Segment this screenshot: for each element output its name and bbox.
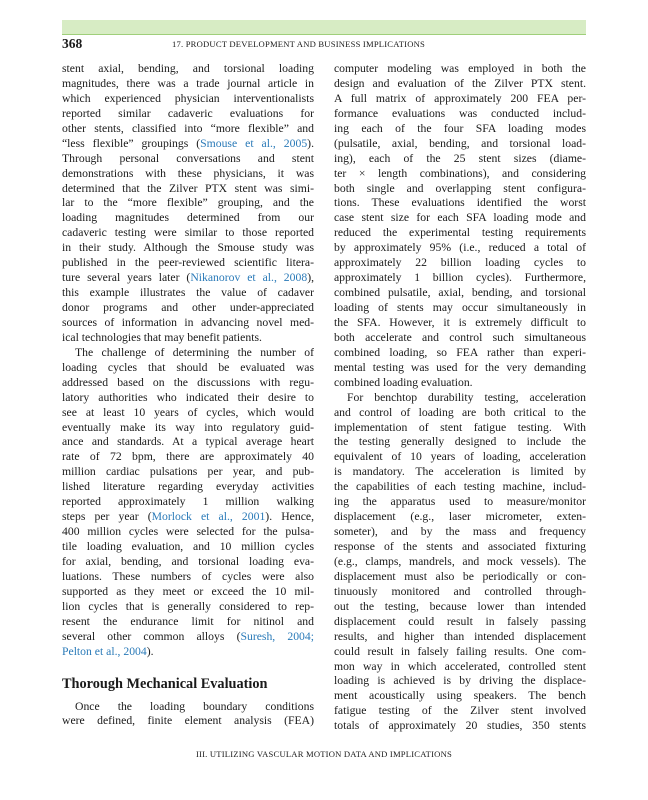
text-segment: ter × length combinations), and considering [334,166,586,180]
text-line [62,361,314,376]
citation-link[interactable]: Morlock et al., 2001 [151,510,266,524]
text-segment: fatigue testing of the Zilver stent involved [334,704,586,718]
text-line [62,182,314,197]
footer-section-title: III. UTILIZING VASCULAR MOTION DATA AND IMPLICATIONS [196,749,452,759]
text-segment: totals of approximately 20 studies, 350 stents [334,719,586,733]
text-line [334,525,586,540]
text-segment: combined pulsatile, axial, bending, and torsional [334,286,586,300]
text-line [62,435,314,450]
text-line [62,510,314,525]
text-line [334,480,586,495]
text-segment: the testing generally designed to include the [334,435,586,449]
text-line [334,152,586,167]
text-line [62,226,314,241]
text-line [334,570,586,585]
text-line [62,525,314,540]
text-line [62,152,314,167]
text-segment: magnitudes, there was a trade journal article in [62,76,314,90]
text-segment: several other common alloys ( [62,629,241,643]
text-line [334,331,586,346]
text-segment: donor programs and other under-appreciated [62,301,314,314]
text-segment: results, and higher than intended displacement [334,629,586,643]
text-line [62,615,314,630]
text-segment: see at least 10 years of cycles, which would [62,405,314,419]
text-line [334,450,586,465]
text-line [334,137,586,152]
text-line [62,122,314,137]
text-line [62,495,314,510]
text-segment: design and evaluation of the Zilver PTX stent. [334,76,586,90]
text-segment: million cardiac pulsations per year, and pub- [62,465,314,479]
text-segment: displacement must also be periodically or con- [334,569,586,583]
citation-link[interactable]: Nikanorov et al., 2008 [190,271,308,285]
text-segment: ment acoustically using speakers. The bench [334,689,586,703]
text-segment: computer modeling was employed in both the [334,62,586,75]
text-line [334,660,586,675]
text-segment: stent axial, bending, and torsional loading [62,62,314,75]
text-line [62,376,314,391]
text-segment: the capabilities of each testing machine, includ- [334,480,586,494]
text-segment: (e.g., clamps, mandrels, and mock vessels). The [334,554,586,568]
text-line [334,196,586,211]
text-line [62,585,314,600]
text-segment: ). [307,136,314,150]
text-line [62,406,314,421]
text-line [334,182,586,197]
text-line [334,211,586,226]
text-line [62,346,314,361]
text-segment: 400 million cycles were selected for the pulsa- [62,525,314,539]
running-head: 17. PRODUCT DEVELOPMENT AND BUSINESS IMPLICATIONS [172,39,425,49]
text-segment: tions. These evaluations identified the worst [334,196,586,210]
text-segment: out the testing, because lower than intended [334,599,586,613]
text-segment: mental testing was used for the very demanding [334,360,586,374]
text-segment: loading magnitudes determined from our [62,211,314,225]
text-line [62,196,314,211]
text-segment: steps per year ( [62,510,152,524]
text-segment: tinuously monitored and controlled through- [334,584,586,598]
text-line [62,555,314,570]
text-line [334,271,586,286]
text-segment: implementation of stent fatigue testing. With [334,420,586,434]
text-line [334,316,586,331]
citation-link[interactable]: Suresh, 2004; [240,629,314,643]
text-line [334,226,586,241]
text-segment: ing each of the four SFA loading modes [334,121,586,135]
text-line [62,167,314,182]
text-line [334,495,586,510]
text-line [334,301,586,316]
text-segment: ing), each of the 25 stent sizes (diame- [334,151,586,165]
text-segment: resent the endurance limit for nitinol and [62,614,314,628]
text-line [62,271,314,286]
text-line [334,540,586,555]
page-number: 368 [62,36,83,51]
text-segment: sources of information in advancing novel med- [62,315,314,329]
text-segment: in their study. Although the Smouse study was [62,241,314,255]
text-segment: reduced the experimental testing requirements [334,226,586,240]
text-segment: approximately 1 billion cycles). Furthermore, [334,271,586,285]
text-segment: The challenge of determining the number of [75,345,314,359]
text-segment: approximately 22 billion loading cycles to [334,256,586,270]
text-line [334,376,586,391]
text-line [334,286,586,301]
text-line [334,62,586,77]
text-line [334,361,586,376]
text-line [62,645,314,660]
text-segment: lar to the “more flexible” grouping, and the [62,196,314,210]
text-line [62,450,314,465]
text-line [334,510,586,525]
text-segment: which experienced physician interventionalists [62,91,314,105]
text-segment: ). [146,644,154,658]
text-line [334,421,586,436]
left-paragraph-1 [62,62,314,346]
text-line [62,331,314,346]
text-segment: ), [307,271,314,285]
text-line [62,211,314,226]
text-segment: tile loading evaluation, and 10 million cycles [62,540,314,553]
text-line [334,241,586,256]
text-segment: rate of 72 bpm, there are approximately 40 [62,450,314,464]
text-line [62,77,314,92]
right-column [334,62,586,734]
text-line [334,346,586,361]
text-segment: combined loading evaluation. [334,375,473,389]
text-segment: were defined, finite element analysis (FEA) [62,714,314,728]
text-segment: published in the peer-reviewed scientific litera- [62,256,314,270]
text-segment: ). Hence, [265,510,314,524]
text-segment: both single and overlapping stent configura- [334,181,586,195]
text-segment: Through personal conversations and stent [62,151,314,165]
text-line [62,107,314,122]
text-line [334,630,586,645]
text-segment: reported similar cadaveric evaluations for [62,106,314,120]
left-paragraph-3 [62,700,314,730]
text-segment: loading cycles that should be evaluated was [62,360,314,374]
text-segment: luations. These numbers of cycles were also [62,569,314,583]
text-line [62,421,314,436]
text-line [334,615,586,630]
text-line [334,645,586,660]
text-segment: displacement could result in falsely passing [334,614,586,628]
text-segment: supported as they meet or exceed the 10 mil- [62,584,314,598]
text-line [334,689,586,704]
text-segment: cadaveric testing were similar to those reported [62,226,314,240]
text-line [334,719,586,734]
text-line [62,600,314,615]
text-segment: lished literature regarding everyday activities [62,480,314,494]
text-line [334,555,586,570]
text-segment: for axial, bending, and torsional loading eva- [62,554,314,568]
text-line [62,316,314,331]
text-segment: loading is achieved is by driving the displace- [334,674,586,688]
text-segment: equivalent of 10 years of loading, acceleration [334,450,586,464]
header-rule [62,34,586,35]
text-segment: For benchtop durability testing, acceleration [347,390,586,404]
text-segment: (pulsatile, axial, bending, and torsional load- [334,136,586,150]
text-segment: mon way in which accelerated, controlled stent [334,659,586,673]
text-segment: ance and standards. At a typical average heart [62,435,314,449]
text-segment: and control of loading are both critical to the [334,405,586,419]
text-segment: is mandatory. The acceleration is limited by [334,465,586,479]
text-segment: lion cycles that is generally considered to rep- [62,599,314,613]
text-line [62,480,314,495]
text-segment: A full matrix of approximately 200 FEA per- [334,91,586,105]
text-segment: other stents, classified into “more flexible” and [62,121,314,135]
text-segment: reported approximately 1 million walking [62,495,314,509]
text-line [62,241,314,256]
text-line [334,674,586,689]
text-line [334,585,586,600]
text-segment: could result in falsely failing results. One com- [334,644,586,658]
text-line [334,435,586,450]
text-line [334,406,586,421]
right-paragraph-2 [334,391,586,735]
text-segment: “less flexible” groupings ( [62,136,201,150]
text-line [62,92,314,107]
left-paragraph-2 [62,346,314,660]
text-segment: this example illustrates the value of cadaver [62,286,314,300]
text-segment: ical technologies that may benefit patients. [62,330,262,344]
text-segment: the SFA. However, it is extremely difficult to [334,315,586,329]
text-line [334,465,586,480]
text-line [62,540,314,555]
text-line [62,465,314,480]
text-segment: ing the apparatus used to measure/monitor [334,495,586,509]
text-segment: demonstrations with these physicians, it was [62,166,314,180]
citation-link[interactable]: Smouse et al., 2005 [200,136,308,150]
text-line [62,391,314,406]
text-line [62,62,314,77]
text-line [62,630,314,645]
text-line [334,256,586,271]
section-heading: Thorough Mechanical Evaluation [62,675,268,692]
text-line [334,92,586,107]
text-segment: both accelerate and control such simultaneous [334,330,586,344]
text-segment: loading of stents may occur simultaneously in [334,301,586,314]
text-line [334,122,586,137]
text-line [62,286,314,301]
text-line [62,700,314,715]
text-line [334,600,586,615]
left-column [62,62,314,729]
text-segment: addressed based on the discussions with regu- [62,375,314,389]
text-line [62,256,314,271]
text-segment: case stent size for each SFA loading mode and [334,211,586,225]
text-line [62,137,314,152]
text-segment: response of the stents and associated fixturing [334,540,586,553]
right-paragraph-1 [334,62,586,391]
text-segment: Once the loading boundary conditions [75,699,314,713]
text-line [334,167,586,182]
text-line [334,391,586,406]
text-line [62,301,314,316]
text-segment: determined that the Zilver PTX stent was simi- [62,181,314,195]
text-line [62,714,314,729]
text-segment: combined loading, so FEA rather than experi- [334,345,586,359]
text-line [334,107,586,122]
text-segment: someter), and by the mass and frequency [334,525,586,539]
header-band [62,20,586,34]
text-segment: formance evaluations was conducted includ- [334,106,586,120]
text-segment: ture several years later ( [62,271,191,285]
citation-link[interactable]: Pelton et al., 2004 [62,644,147,658]
text-segment: displacement (e.g., laser micrometer, exten- [334,510,586,524]
text-line [62,570,314,585]
text-segment: eventually make its way into regulatory guid- [62,420,314,434]
text-segment: by approximately 95% (i.e., reduced a total of [334,241,586,255]
text-segment: latory authorities who indicated their desire to [62,390,314,404]
text-line [334,77,586,92]
text-line [334,704,586,719]
